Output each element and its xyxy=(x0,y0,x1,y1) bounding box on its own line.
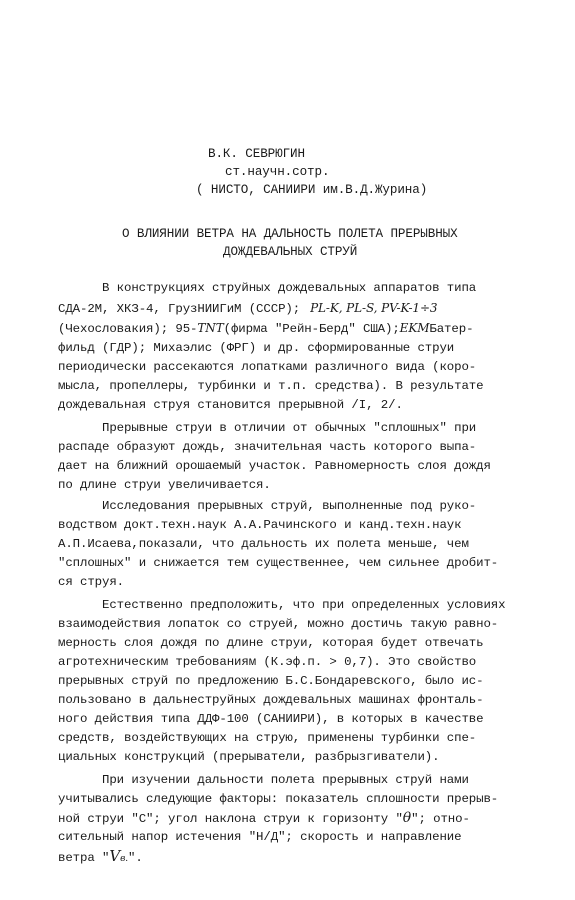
body-line: Прерывные струи в отличии от обычных "сплошных" при xyxy=(102,421,477,435)
body-line: В конструкциях струйных дождевальных аппаратов типа xyxy=(102,281,477,295)
body-line: А.П.Исаева,показали, что дальность их полета меньше, чем xyxy=(58,537,469,551)
body-line: по длине струи увеличивается. xyxy=(58,478,271,492)
body-line: СДА-2М, ХКЗ-4, ГрузНИИГиМ (СССР); PL-K, PL-S, PV-K-1÷3 xyxy=(58,301,438,316)
body-line: ной струи "С"; угол наклона струи к горизонту "θ"; отно- xyxy=(58,810,470,826)
body-line: ветра "Vв.". xyxy=(58,847,143,865)
handwritten-subscript: в. xyxy=(120,854,128,864)
handwritten-symbol: θ xyxy=(402,810,412,826)
body-line: дает на ближний орошаемый участок. Равномерность слоя дождя xyxy=(58,459,491,473)
body-line: агротехническим требованиям (К.эф.п. > 0,7). Это свойство xyxy=(58,655,477,669)
body-line: циальных конструкций (прерыватели, разбрызгиватели). xyxy=(58,750,440,764)
body-line: мерность слоя дождя по длине струи, которая будет отвечать xyxy=(58,636,484,650)
handwritten-symbol: V xyxy=(109,847,121,865)
body-line: фильд (ГДР); Михаэлис (ФРГ) и др. сформированные струи xyxy=(58,341,455,355)
body-line: периодически рассекаются лопатками различного вида (коро- xyxy=(58,360,477,374)
title-line-2: ДОЖДЕВАЛЬНЫХ СТРУЙ xyxy=(223,245,358,259)
body-line: учитывались следующие факторы: показатель сплошности прерыв- xyxy=(58,792,499,806)
body-line: ного действия типа ДДФ-100 (САНИИРИ), в которых в качестве xyxy=(58,712,484,726)
body-line: пользовано в дальнеструйных дождевальных машинах фронталь- xyxy=(58,693,484,707)
body-line: дождевальная струя становится прерывной /I, 2/. xyxy=(58,398,403,412)
title-line-1: О ВЛИЯНИИ ВЕТРА НА ДАЛЬНОСТЬ ПОЛЕТА ПРЕРЫВНЫХ xyxy=(122,227,458,241)
body-line: Исследования прерывных струй, выполненные под руко- xyxy=(102,499,477,513)
body-line: "сплошных" и снижается тем существеннее, чем сильнее дробит- xyxy=(58,556,499,570)
body-line: ся струя. xyxy=(58,575,125,589)
body-line: прерывных струй по предложению Б.С.Бондаревского, было ис- xyxy=(58,674,484,688)
author-affiliation: ( НИСТО, САНИИРИ им.В.Д.Журина) xyxy=(196,183,428,197)
body-line: При изучении дальности полета прерывных струй нами xyxy=(102,773,469,787)
author-name: В.К. СЕВРЮГИН xyxy=(208,147,305,161)
body-line: взаимодействия лопаток со струей, можно достичь такую равно- xyxy=(58,617,499,631)
body-line: мысла, пропеллеры, турбинки и т.п. средства). В результате xyxy=(58,379,484,393)
body-line: Естественно предположить, что при определенных условиях xyxy=(102,598,506,612)
author-position: ст.научн.сотр. xyxy=(225,165,330,179)
handwritten-insert: PL-K, PL-S, PV-K-1÷3 xyxy=(310,301,438,315)
body-line: (Чехословакия); 95-TNT(фирма "Рейн-Берд" США);EKMБатер- xyxy=(58,321,474,336)
body-line: водством докт.техн.наук А.А.Рачинского и канд.техн.наук xyxy=(58,518,462,532)
handwritten-insert: EKM xyxy=(399,321,430,335)
body-line: средств, воздействующих на струю, применены турбинки спе- xyxy=(58,731,477,745)
body-line: сительный напор истечения "Н/Д"; скорость и направление xyxy=(58,830,462,844)
handwritten-insert: TNT xyxy=(197,321,224,335)
body-line: распаде образуют дождь, значительная часть которого выпа- xyxy=(58,440,477,454)
